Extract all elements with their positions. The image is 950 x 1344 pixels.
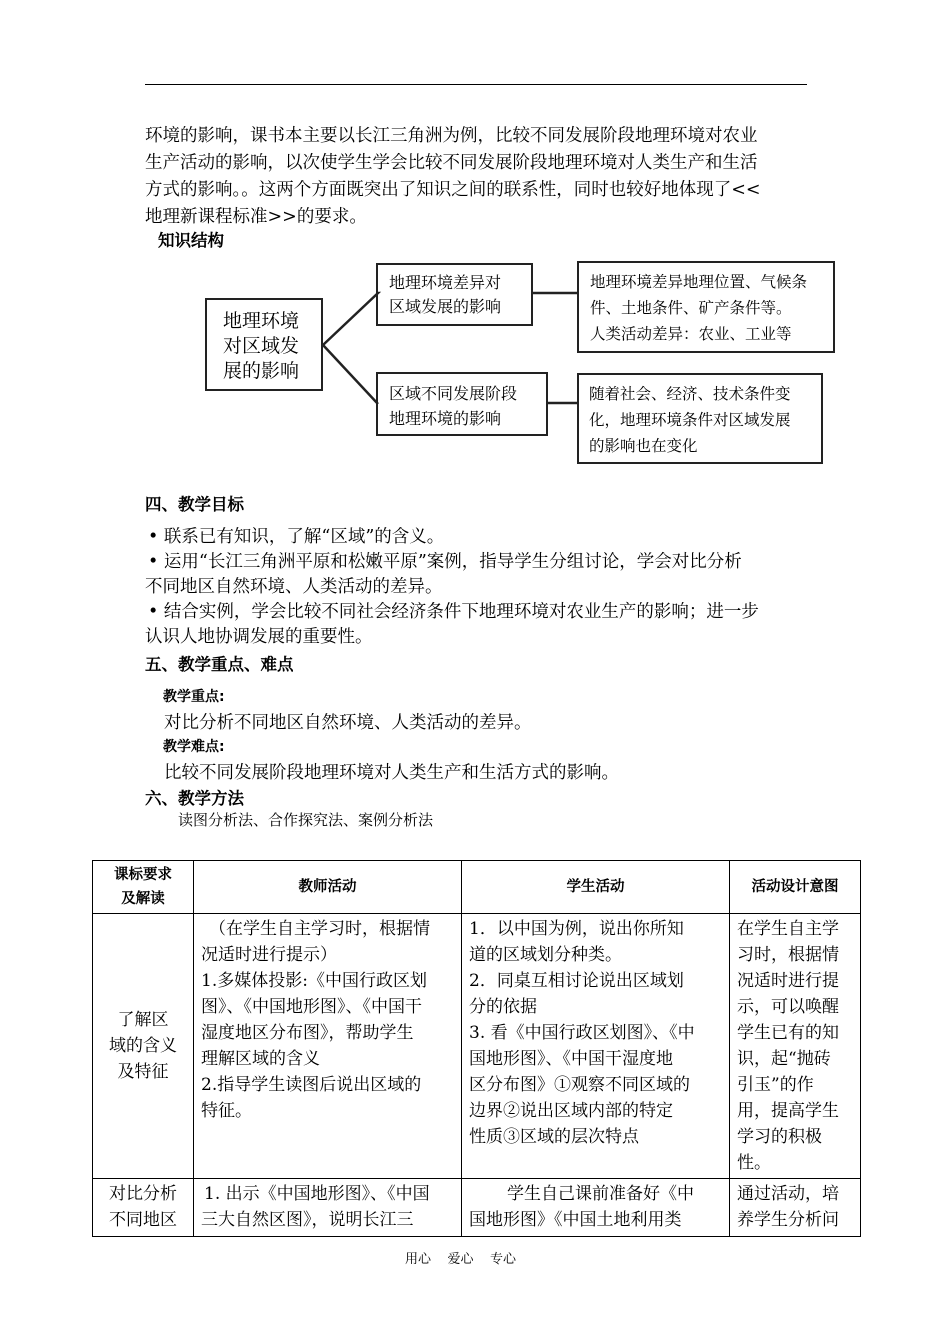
branch2-detail-line: 的影响也在变化 bbox=[589, 437, 698, 455]
branch2-detail-line: 化，地理环境条件对区域发展 bbox=[589, 411, 791, 429]
cell-line: 道的区域划分种类。 bbox=[469, 945, 622, 965]
intro-line: 地理新课程标准>>的要求。 bbox=[145, 207, 367, 227]
cell-line: 养学生分析问 bbox=[737, 1210, 839, 1230]
branch1-line: 地理环境差异对 bbox=[389, 273, 502, 292]
cell-line: 1. 出示《中国地形图》、《中国 bbox=[204, 1184, 430, 1204]
cell-student-activity bbox=[462, 914, 730, 1179]
intro-line: 生产活动的影响，以次使学生学会比较不同发展阶段地理环境对人类生产和生活 bbox=[145, 153, 758, 173]
objective-line: • 结合实例，学会比较不同社会经济条件下地理环境对农业生产的影响；进一步 bbox=[148, 602, 759, 622]
difficulty-text: 比较不同发展阶段地理环境对人类生产和生活方式的影响。 bbox=[164, 763, 619, 783]
cell-line: 用，提高学生 bbox=[737, 1101, 839, 1121]
difficulty-label: 教学难点: bbox=[163, 739, 225, 755]
cell-line: （在学生自主学习时，根据情 bbox=[209, 919, 430, 939]
diagram-root-box bbox=[205, 298, 323, 391]
cell-line: 引玉”的作 bbox=[737, 1075, 814, 1095]
section5-title: 五、教学重点、难点 bbox=[145, 655, 294, 674]
diagram-branch2-detail-box bbox=[577, 373, 823, 464]
cell-line: 2．同桌互相讨论说出区域划 bbox=[469, 971, 684, 991]
cell-line: 1．以中国为例，说出你所知 bbox=[469, 919, 684, 939]
objective-line: • 运用“长江三角洲平原和松嫩平原”案例，指导学生分组讨论，学会对比分析 bbox=[148, 552, 742, 572]
branch1-detail-line: 地理环境差异地理位置、气候条 bbox=[590, 273, 808, 291]
branch2-line: 地理环境的影响 bbox=[389, 409, 502, 428]
cell-line: 不同地区 bbox=[109, 1210, 177, 1230]
cell-line: 况适时进行提 bbox=[737, 971, 839, 991]
root-line: 地理环境 bbox=[223, 310, 300, 332]
key-point-label: 教学重点: bbox=[163, 689, 225, 705]
header-line: 课标要求 bbox=[114, 867, 172, 883]
cell-line: 识，起“抛砖 bbox=[737, 1049, 831, 1069]
cell-teacher-activity bbox=[194, 914, 462, 1179]
header-cell-teacher: 教师活动 bbox=[194, 861, 462, 914]
cell-line: 了解区 bbox=[117, 1010, 169, 1030]
header-cell-student: 学生活动 bbox=[462, 861, 730, 914]
cell-line: 1.多媒体投影:《中国行政区划 bbox=[201, 971, 427, 991]
cell-line: 湿度地区分布图》，帮助学生 bbox=[201, 1023, 414, 1043]
cell-line: 理解区域的含义 bbox=[201, 1049, 320, 1069]
cell-design-intent bbox=[730, 914, 861, 1179]
cell-line: 特征。 bbox=[201, 1101, 252, 1121]
header-cell-requirement bbox=[93, 861, 194, 914]
cell-line: 国地形图》、《中国干湿度地 bbox=[469, 1049, 673, 1069]
objective-line: 认识人地协调发展的重要性。 bbox=[145, 627, 373, 647]
root-line: 展的影响 bbox=[223, 360, 300, 382]
cell-requirement bbox=[93, 1179, 194, 1237]
teaching-methods-text: 读图分析法、合作探究法、案例分析法 bbox=[178, 811, 434, 829]
header-line: 及解读 bbox=[121, 891, 165, 907]
branch1-detail-line: 人类活动差异：农业、工业等 bbox=[590, 325, 792, 343]
lesson-plan-table bbox=[92, 860, 861, 1237]
cell-line: 在学生自主学 bbox=[737, 919, 839, 939]
intro-line: 环境的影响，课书本主要以长江三角洲为例，比较不同发展阶段地理环境对农业 bbox=[145, 126, 758, 146]
cell-line: 及特征 bbox=[117, 1062, 169, 1082]
cell-line: 学生自己课前准备好《中 bbox=[507, 1184, 694, 1204]
diagram-branch2-box bbox=[376, 372, 548, 436]
branch1-line: 区域发展的影响 bbox=[389, 297, 502, 316]
cell-line: 区分布图》①观察不同区域的 bbox=[469, 1075, 690, 1095]
table-row bbox=[93, 914, 861, 1179]
knowledge-structure-title: 知识结构 bbox=[158, 231, 224, 250]
branch2-line: 区域不同发展阶段 bbox=[389, 384, 518, 403]
cell-requirement bbox=[93, 914, 194, 1179]
header-cell-intent: 活动设计意图 bbox=[730, 861, 861, 914]
page-footer: 用心 爱心 专心 bbox=[405, 1252, 517, 1267]
cell-teacher-activity bbox=[194, 1179, 462, 1237]
key-point-text: 对比分析不同地区自然环境、人类活动的差异。 bbox=[164, 713, 532, 733]
cell-line: 3. 看《中国行政区划图》、《中 bbox=[469, 1023, 695, 1043]
cell-line: 2.指导学生读图后说出区域的 bbox=[201, 1075, 422, 1095]
cell-line: 域的含义 bbox=[109, 1036, 177, 1056]
cell-line: 性质③区域的层次特点 bbox=[469, 1127, 639, 1147]
intro-line: 方式的影响。。这两个方面既突出了知识之间的联系性，同时也较好地体现了<< bbox=[145, 180, 761, 200]
cell-line: 学生已有的知 bbox=[737, 1023, 839, 1043]
cell-line: 边界②说出区域内部的特定 bbox=[469, 1101, 673, 1121]
root-line: 对区域发 bbox=[223, 335, 300, 357]
cell-student-activity bbox=[462, 1179, 730, 1237]
cell-line: 对比分析 bbox=[109, 1184, 177, 1204]
table-row bbox=[93, 1179, 861, 1237]
branch1-detail-line: 件、土地条件、矿产条件等。 bbox=[590, 299, 792, 317]
diagram-branch1-detail-box bbox=[577, 261, 835, 353]
cell-line: 学习的积极 bbox=[737, 1127, 822, 1147]
section6-title: 六、教学方法 bbox=[145, 789, 244, 808]
cell-line: 习时，根据情 bbox=[737, 945, 839, 965]
cell-line: 况适时进行提示） bbox=[201, 945, 337, 965]
cell-line: 图》、《中国地形图》、《中国干 bbox=[201, 997, 422, 1017]
cell-line: 示，可以唤醒 bbox=[737, 997, 839, 1017]
section4-title: 四、教学目标 bbox=[145, 495, 244, 514]
cell-line: 三大自然区图》，说明长江三 bbox=[201, 1210, 414, 1230]
objective-line: 不同地区自然环境、人类活动的差异。 bbox=[145, 577, 443, 597]
cell-line: 国地形图》《中国土地利用类 bbox=[469, 1210, 682, 1230]
cell-design-intent bbox=[730, 1179, 861, 1237]
diagram-branch1-box bbox=[376, 263, 533, 326]
branch2-detail-line: 随着社会、经济、技术条件变 bbox=[589, 385, 791, 403]
cell-line: 通过活动，培 bbox=[737, 1184, 839, 1204]
table-header-row bbox=[93, 861, 861, 914]
objective-line: • 联系已有知识，了解“区域”的含义。 bbox=[148, 527, 445, 547]
cell-line: 性。 bbox=[737, 1153, 771, 1173]
cell-line: 分的依据 bbox=[469, 997, 537, 1017]
